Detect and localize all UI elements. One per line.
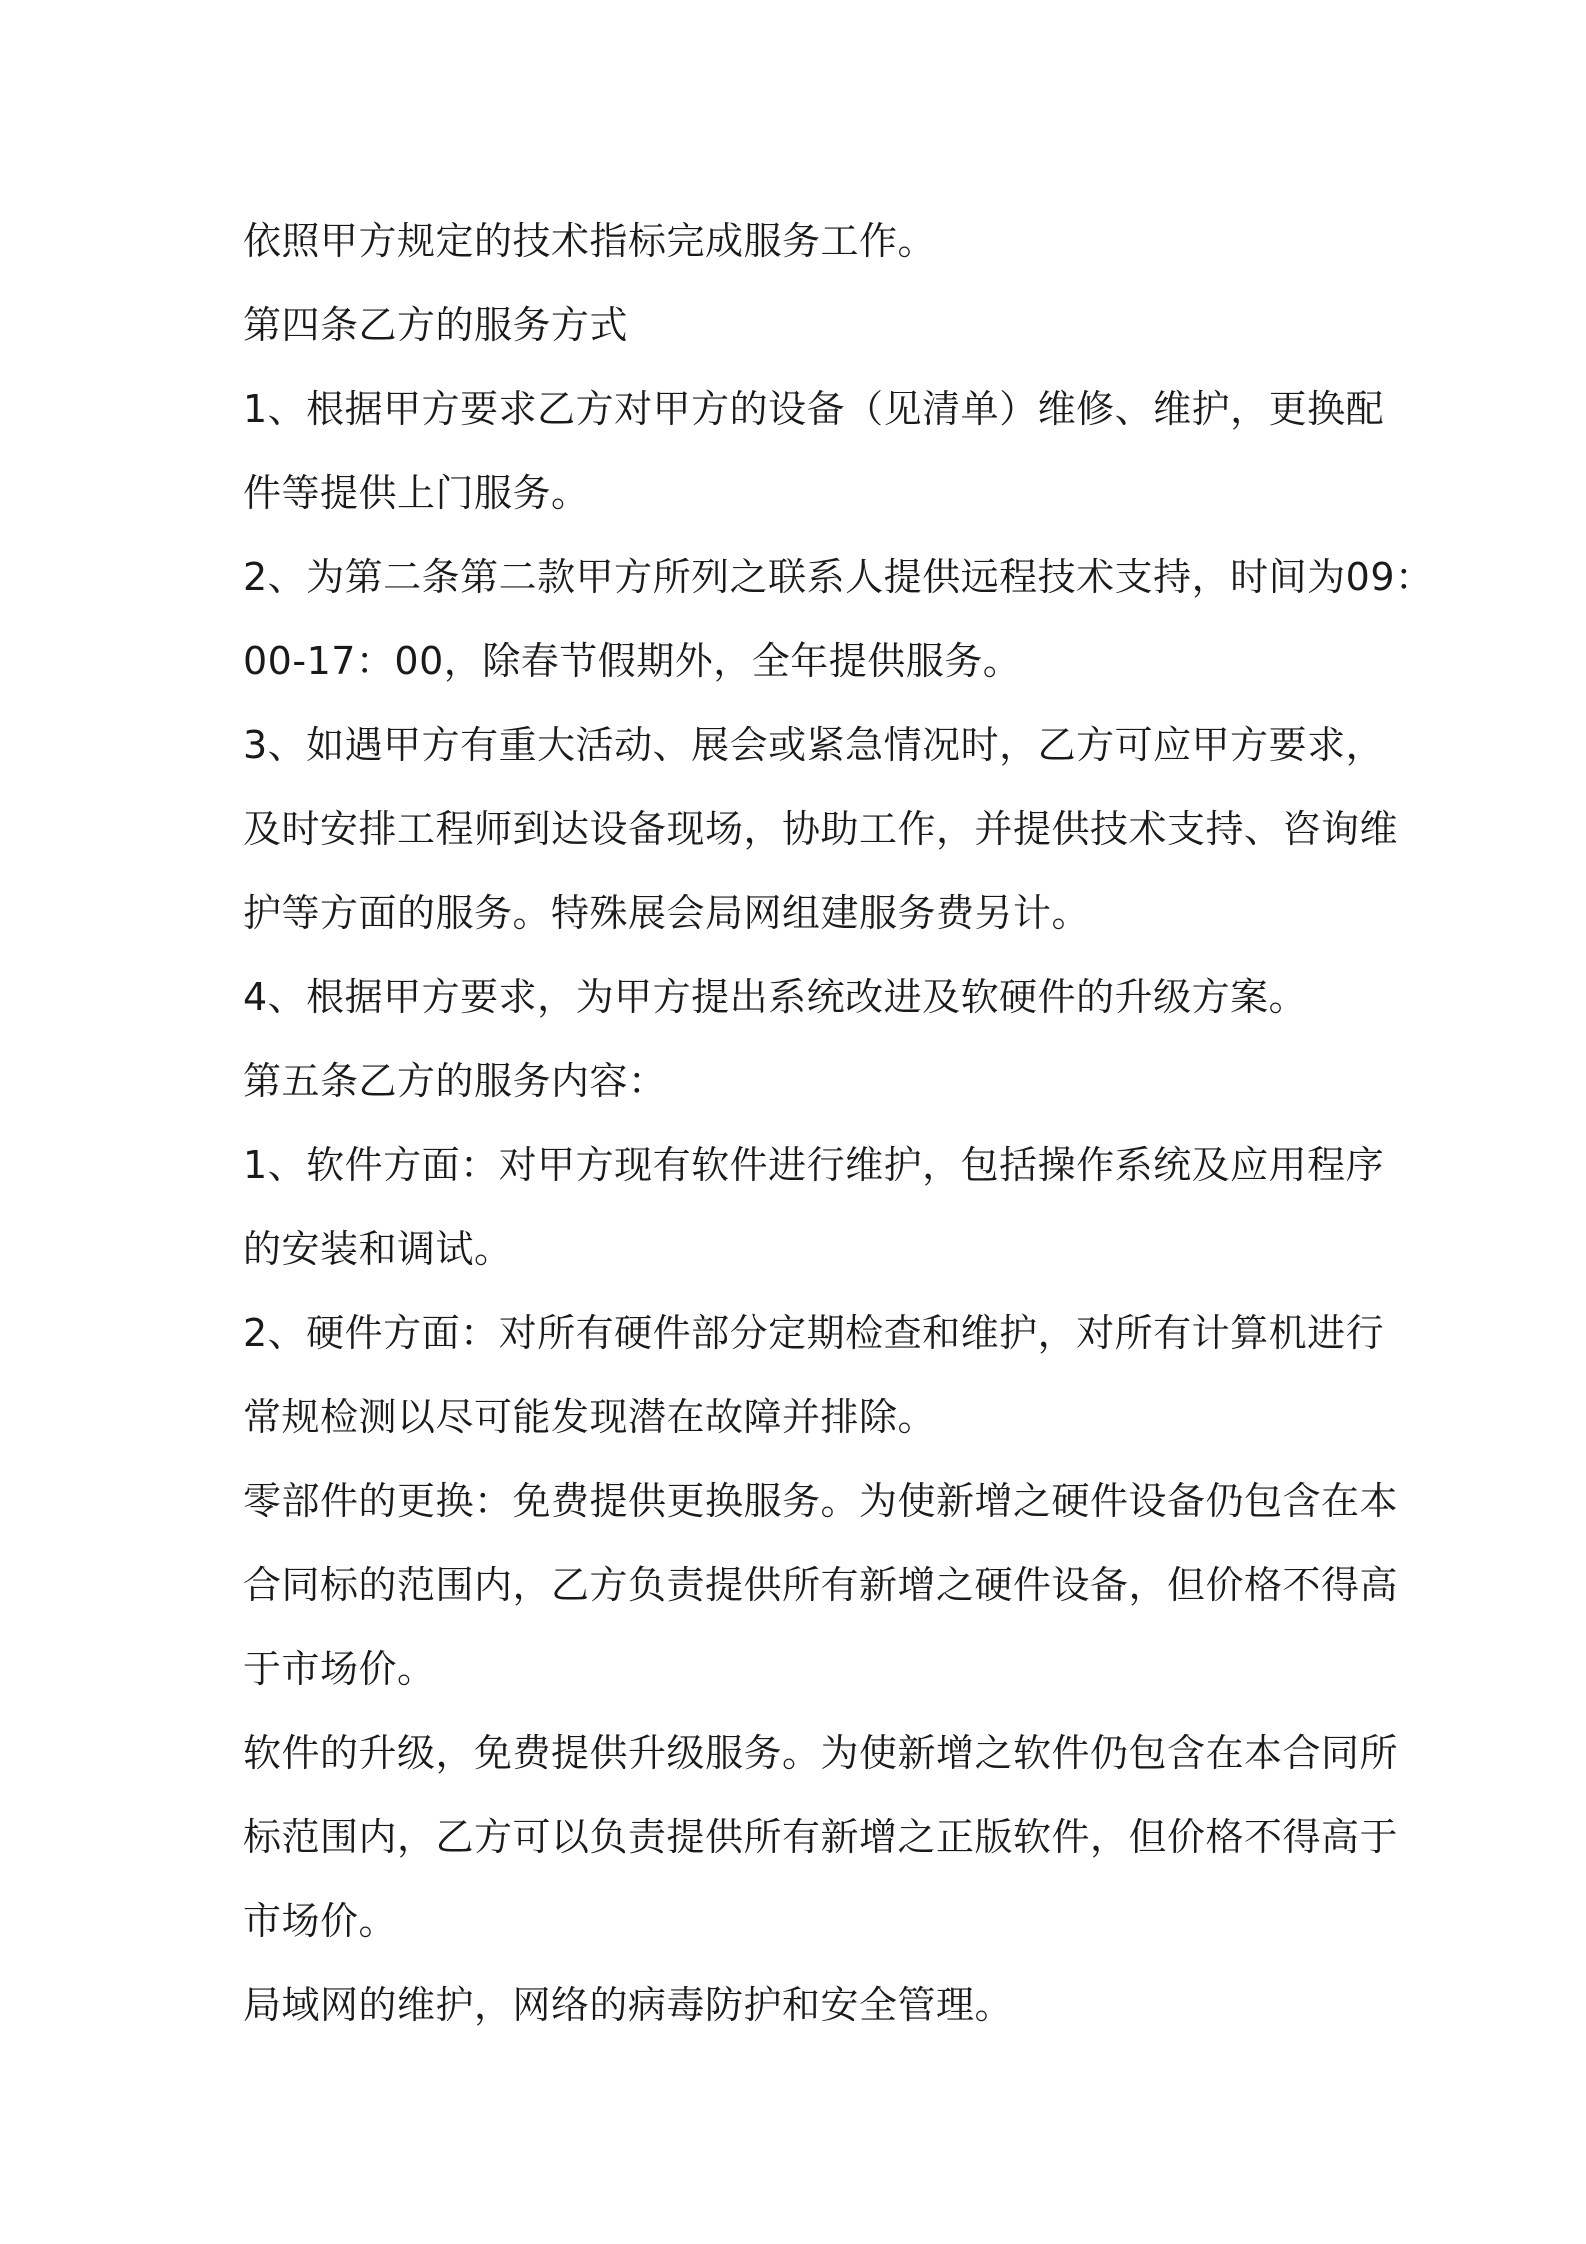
text-line: 2、硬件方面：对所有硬件部分定期检查和维护，对所有计算机进行 [243,1311,1385,1355]
text-line: 00-17：00，除春节假期外，全年提供服务。 [243,639,1022,683]
text-line: 依照甲方规定的技术指标完成服务工作。 [243,219,937,263]
text-line: 零部件的更换：免费提供更换服务。为使新增之硬件设备仍包含在本 [243,1479,1399,1523]
text-line: 4、根据甲方要求，为甲方提出系统改进及软硬件的升级方案。 [243,975,1308,1019]
text-line: 件等提供上门服务。 [243,471,590,515]
text-line: 软件的升级，免费提供升级服务。为使新增之软件仍包含在本合同所 [243,1731,1399,1775]
text-line: 3、如遇甲方有重大活动、展会或紧急情况时，乙方可应甲方要求， [243,723,1385,767]
text-line: 及时安排工程师到达设备现场，协助工作，并提供技术支持、咨询维 [243,807,1399,851]
text-line: 局域网的维护，网络的病毒防护和安全管理。 [243,1983,1014,2027]
text-line: 2、为第二条第二款甲方所列之联系人提供远程技术支持，时间为09： [243,555,1434,599]
text-line: 常规检测以尽可能发现潜在故障并排除。 [243,1395,937,1439]
text-line: 护等方面的服务。特殊展会局网组建服务费另计。 [243,891,1091,935]
section-heading: 第五条乙方的服务内容： [243,1059,667,1103]
text-line: 于市场价。 [243,1647,436,1691]
text-line: 1、软件方面：对甲方现有软件进行维护，包括操作系统及应用程序 [243,1143,1385,1187]
text-line: 合同标的范围内，乙方负责提供所有新增之硬件设备，但价格不得高 [243,1563,1399,1607]
section-heading: 第四条乙方的服务方式 [243,303,629,347]
text-line: 标范围内，乙方可以负责提供所有新增之正版软件，但价格不得高于 [243,1815,1399,1859]
text-line: 1、根据甲方要求乙方对甲方的设备（见清单）维修、维护，更换配 [243,387,1385,431]
text-line: 的安装和调试。 [243,1227,513,1271]
text-line: 市场价。 [243,1899,398,1943]
document-body [243,199,1434,2047]
